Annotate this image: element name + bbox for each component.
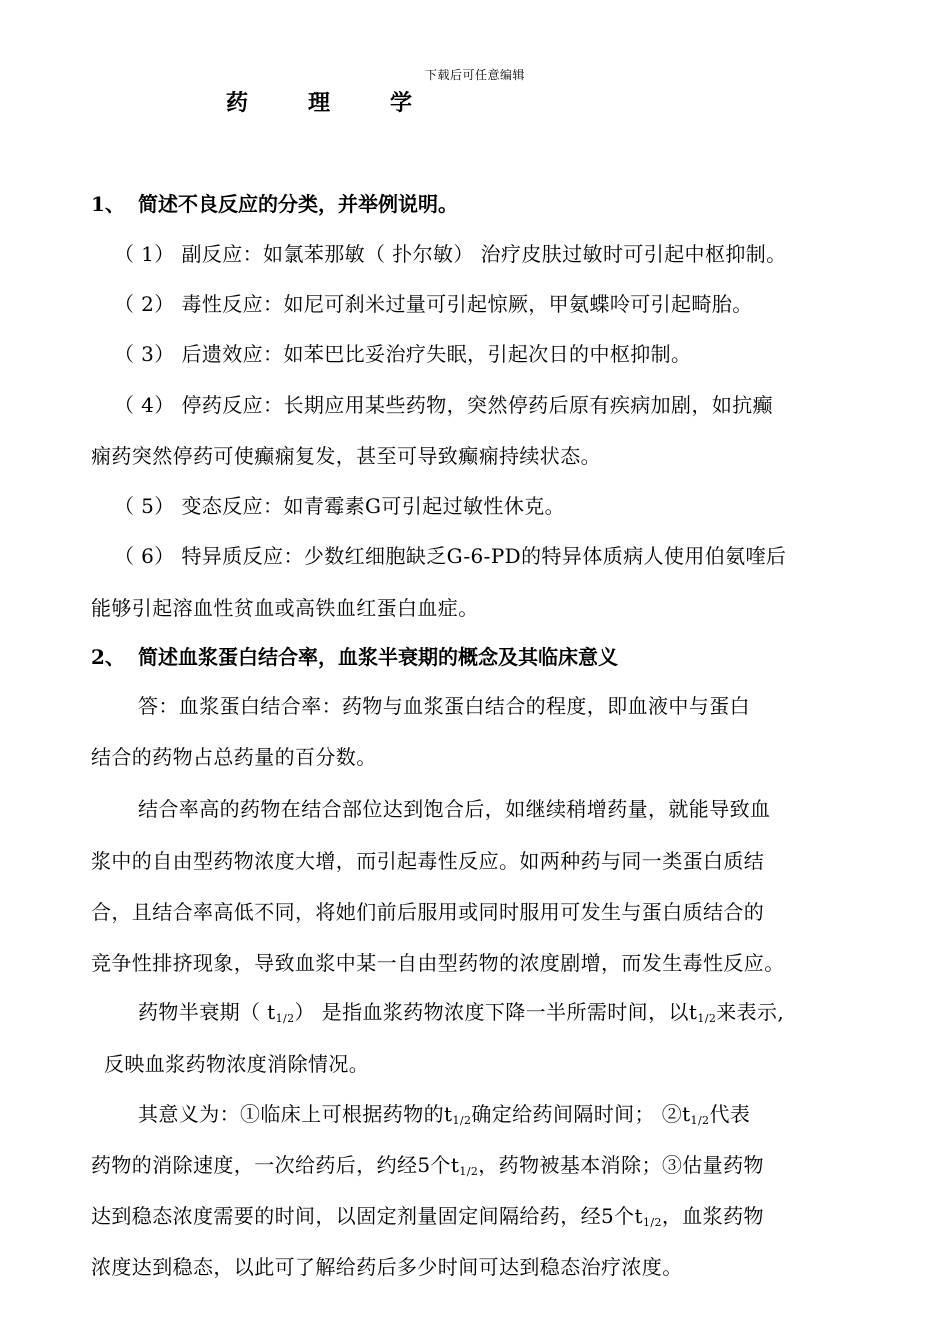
subscript: 1/2 <box>452 1114 472 1127</box>
q2-para1-line1: 答：血浆蛋白结合率：药物与血浆蛋白结合的程度，即血液中与蛋白 <box>138 694 750 718</box>
question-1-heading <box>91 188 458 217</box>
subscript: 1/2 <box>275 1012 295 1025</box>
question-2-heading <box>91 641 618 670</box>
header-note: 下载后可任意编辑 <box>424 68 525 82</box>
subscript: 1/2 <box>690 1114 710 1127</box>
text-run: ） 是指血浆药物浓度下降一半所需时间，以t <box>294 1000 698 1024</box>
text-run: ，血浆药物 <box>661 1204 764 1228</box>
question-1-text: 简述不良反应的分类，并举例说明。 <box>138 192 458 216</box>
q2-para2-line1: 结合率高的药物在结合部位达到饱合后，如继续稍增药量，就能导致血 <box>138 797 771 821</box>
q1-item-2: （ 2） 毒性反应：如尼可刹米过量可引起惊厥，甲氨蝶呤可引起畸胎。 <box>114 292 753 316</box>
text-run: 确定给药间隔时间； ②t <box>471 1102 691 1126</box>
text-run: 药物的消除速度，一次给药后，约经5个t <box>91 1153 460 1177</box>
q1-item-6-cont: 能够引起溶血性贫血或高铁血红蛋白血症。 <box>91 596 479 620</box>
title-char-1: 药 <box>226 90 249 116</box>
title-char-2: 理 <box>308 90 331 116</box>
subscript: 1/2 <box>697 1012 717 1025</box>
q1-item-1: （ 1） 副反应：如氯苯那敏（ 扑尔敏） 治疗皮肤过敏时可引起中枢抑制。 <box>114 242 787 266</box>
q2-para3-line1 <box>138 996 784 1025</box>
q2-para2-line3: 合，且结合率高低不同，将她们前后服用或同时服用可发生与蛋白质结合的 <box>91 900 765 924</box>
q2-para4-line1 <box>138 1098 750 1127</box>
q2-para1-line2: 结合的药物占总药量的百分数。 <box>91 745 377 769</box>
text-run: 其意义为：①临床上可根据药物的t <box>138 1102 453 1126</box>
q2-para2-line2: 浆中的自由型药物浓度大增，而引起毒性反应。如两种药与同一类蛋白质结 <box>91 849 765 873</box>
subscript: 1/2 <box>642 1216 662 1229</box>
question-1-number: 1、 <box>91 192 125 216</box>
q2-para4-line3 <box>91 1200 764 1229</box>
text-run: ，药物被基本消除；③估量药物 <box>478 1153 764 1177</box>
q2-para4-line2 <box>91 1149 764 1178</box>
subscript: 1/2 <box>459 1165 479 1178</box>
title-char-3: 学 <box>390 90 413 116</box>
document-title <box>226 86 472 117</box>
q2-para4-line4: 浓度达到稳态，以此可了解给药后多少时间可达到稳态治疗浓度。 <box>91 1255 683 1279</box>
text-run: 达到稳态浓度需要的时间，以固定剂量固定间隔给药，经5个t <box>91 1204 643 1228</box>
q1-item-4: （ 4） 停药反应：长期应用某些药物，突然停药后原有疾病加剧，如抗癫 <box>114 393 774 417</box>
question-2-text: 简述血浆蛋白结合率，血浆半衰期的概念及其临床意义 <box>138 645 618 669</box>
text-run: 来表示, <box>716 1000 785 1024</box>
q1-item-5: （ 5） 变态反应：如青霉素G可引起过敏性休克。 <box>114 494 566 518</box>
q1-item-4-cont: 痫药突然停药可使癫痫复发，甚至可导致癫痫持续状态。 <box>91 444 601 468</box>
q2-para3-line2: 反映血浆药物浓度消除情况。 <box>104 1052 370 1076</box>
q2-para2-line4: 竞争性排挤现象，导致血浆中某一自由型药物的浓度剧增，而发生毒性反应。 <box>91 951 785 975</box>
question-2-number: 2、 <box>91 645 125 669</box>
q1-item-6: （ 6） 特异质反应：少数红细胞缺乏G-6-PD的特异体质病人使用伯氨喹后 <box>114 544 787 568</box>
text-run: 代表 <box>709 1102 751 1126</box>
q1-item-3: （ 3） 后遗效应：如苯巴比妥治疗失眠，引起次日的中枢抑制。 <box>114 342 692 366</box>
text-run: 药物半衰期（ t <box>138 1000 276 1024</box>
